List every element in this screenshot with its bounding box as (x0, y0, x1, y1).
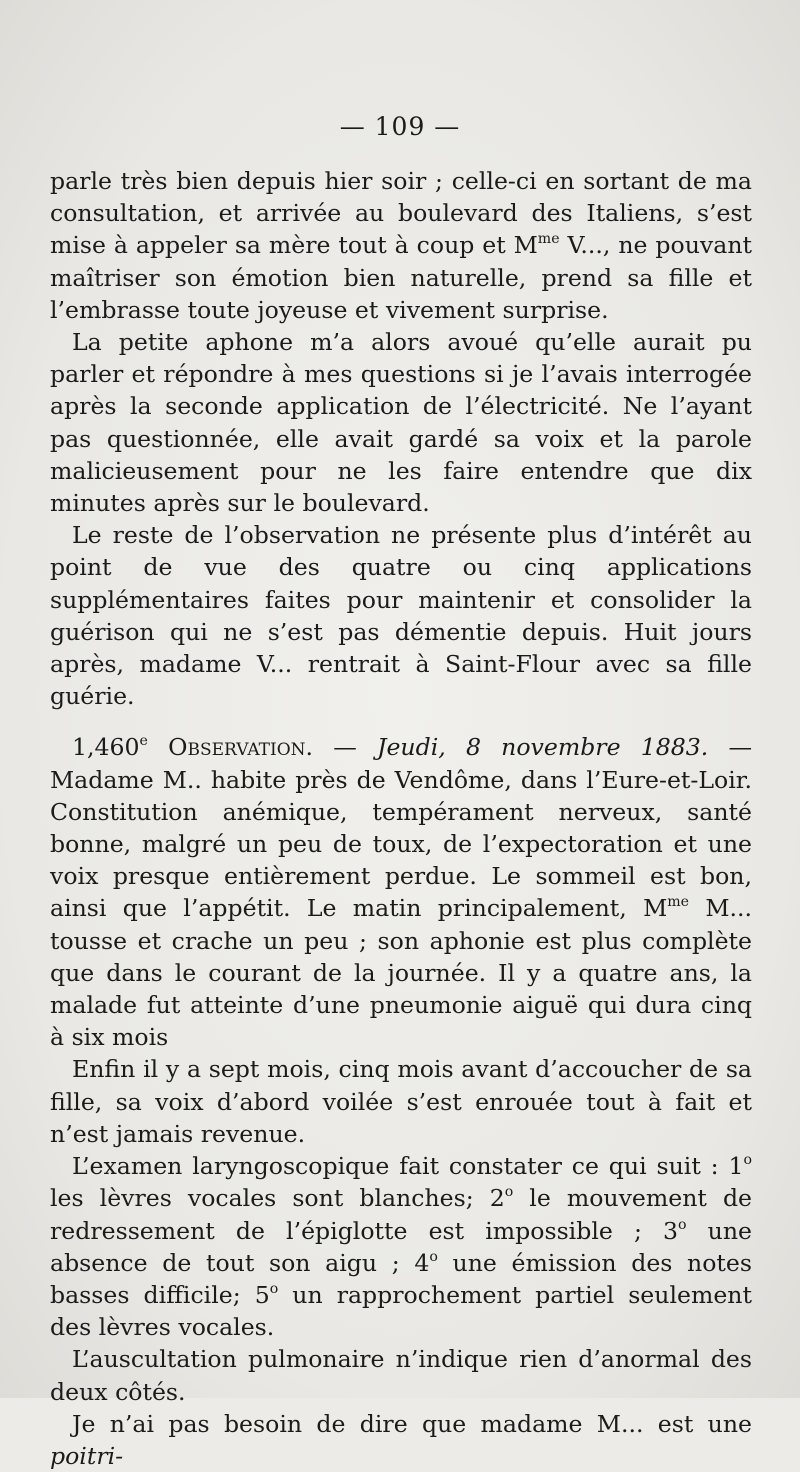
observation-text-a: Madame M.. habite près de Vendôme, dans l’Eure-et-Loir. Constitution anémique, tempérament nerveux, santé bonne, malgré un peu de toux, de l’expectoration et une voix presque entièrement perdue. Le sommeil est bon, ainsi que l’appétit. Le matin principalement, M (50, 765, 752, 923)
observation-date: Jeudi, 8 novembre 1883. (377, 733, 709, 762)
paragraph-1 (50, 165, 752, 326)
page-number: — 109 — (339, 112, 461, 141)
paragraph-1-text-a: parle très bien depuis hier soir ; celle-ci en sortant de ma consultation, et arrivée au boulevard des Italiens, s’est mise à appeler sa mère tout à coup et M (50, 167, 752, 260)
text: L’examen laryngoscopique fait constater ce qui suit : 1 (72, 1152, 744, 1181)
paragraph-5: Enfin il y a sept mois, cinq mois avant d’accoucher de sa fille, sa voix d’abord voilée s’est enrouée tout à fait et n’est jamais revenue. (50, 1055, 752, 1148)
observation-number: 1,460 (72, 733, 140, 762)
observation-text-b: M... tousse et crache un peu ; son aphonie est plus complète que dans le courant de la journée. Il y a quatre ans, la malade fut atteinte d’une pneumonie aiguë qui dura cinq à six mois (50, 894, 752, 1052)
hyphenated-word: poitri- (50, 1441, 124, 1470)
observation-number-sup: e (139, 733, 148, 750)
paragraph-3: Le reste de l’observation ne présente plus d’intérêt au point de vue des quatre ou cinq applications supplémentaires faites pour maintenir et consolider la guérison qui ne s’est pas démentie depuis. Huit jours après, madame V... rentrait à Saint-Flour avec sa fille guérie. (50, 521, 752, 711)
text: une absence de tout son aigu ; 4 (50, 1216, 753, 1277)
ordinal-sup: o (743, 1152, 752, 1169)
observation-heading: Observation. (168, 733, 314, 762)
text: les lèvres vocales sont blanches; 2 (50, 1184, 505, 1213)
paragraph-1-text-b: V..., ne pouvant maîtriser son émotion bien naturelle, prend sa fille et l’embrasse toute joyeuse et vivement surprise. (50, 231, 752, 324)
paragraph-6 (50, 1150, 752, 1343)
ordinal-sup: o (678, 1216, 687, 1233)
ordinal-sup: o (504, 1184, 514, 1201)
text: Je n’ai pas besoin de dire que madame M... est une (72, 1409, 752, 1438)
page-body (50, 165, 752, 1472)
paragraph-8 (50, 1408, 752, 1472)
text: un rapprochement partiel seulement des lèvres vocales. (50, 1280, 752, 1342)
text: le mouvement de redressement de l’épiglotte est impossible ; 3 (50, 1184, 753, 1245)
text: une émission des notes basses difficile; 5 (50, 1248, 752, 1309)
paragraph-2: La petite aphone m’a alors avoué qu’elle aurait pu parler et répondre à mes questions si je l’avais interrogée après la seconde application de l’électricité. Ne l’ayant pas questionnée, elle avait gardé sa voix et la parole malicieusement pour ne les faire entendre que dix minutes après sur le boulevard. (50, 328, 752, 518)
superscript-me: me (667, 894, 690, 911)
observation-paragraph (50, 731, 752, 1053)
ordinal-sup: o (429, 1248, 438, 1265)
superscript-me: me (537, 231, 560, 248)
dash: — (313, 733, 377, 762)
paragraph-7: L’auscultation pulmonaire n’indique rien d’anormal des deux côtés. (50, 1345, 752, 1406)
dash: — (708, 733, 753, 762)
ordinal-sup: o (269, 1281, 279, 1297)
